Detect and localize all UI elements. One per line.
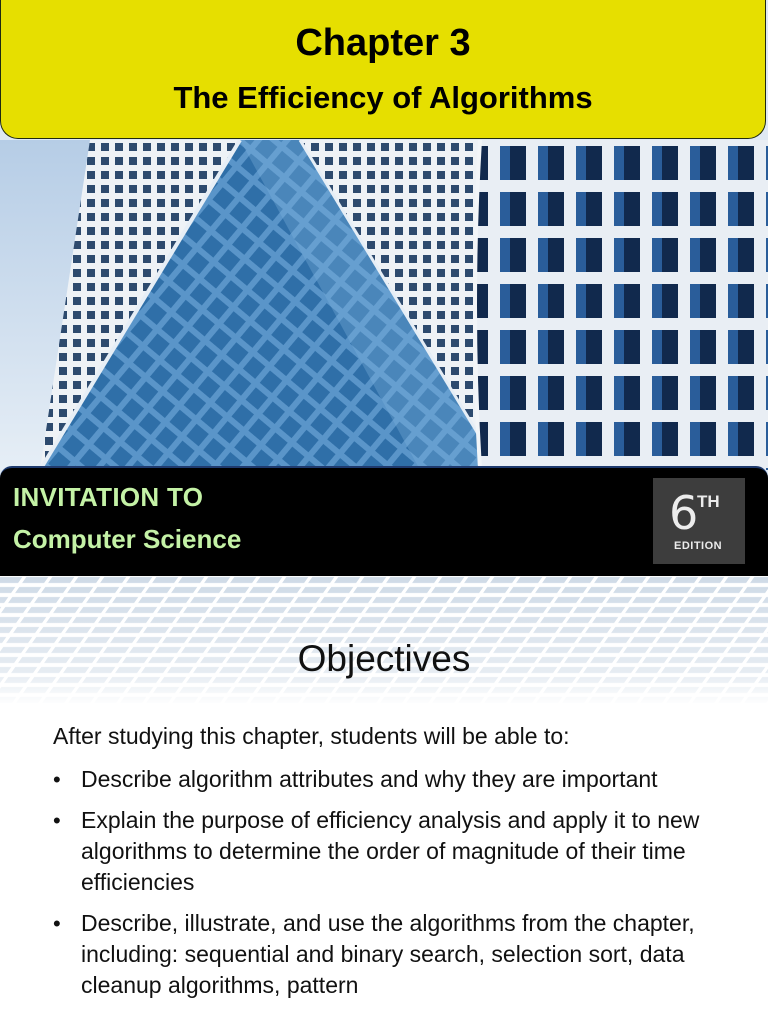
title-box — [0, 0, 766, 139]
edition-label: EDITION — [674, 540, 723, 552]
objectives-slide — [0, 576, 768, 1024]
objectives-list — [53, 764, 733, 1011]
book-title-line1: INVITATION TO — [13, 482, 204, 512]
chapter-number: Chapter 3 — [295, 22, 471, 64]
objective-text: Describe, illustrate, and use the algorithms from the chapter, including: sequential and binary search, selection sort, data cleanup algorithms, pattern — [81, 910, 695, 998]
objectives-title: Objectives — [297, 638, 471, 679]
objective-text: Explain the purpose of efficiency analysis and apply it to new algorithms to determine the order of magnitude of their time efficiencies — [81, 807, 700, 895]
objective-item — [53, 805, 733, 898]
edition-badge — [653, 478, 745, 564]
edition-suffix: TH — [697, 492, 720, 511]
chapter-title: The Efficiency of Algorithms — [173, 80, 593, 115]
bullet-glyph: • — [53, 767, 61, 792]
objective-text: Describe algorithm attributes and why they are important — [81, 766, 658, 792]
bullet-glyph: • — [53, 808, 61, 833]
bullet-glyph: • — [53, 911, 61, 936]
objective-item — [53, 764, 733, 795]
objectives-intro: After studying this chapter, students will be able to: — [53, 723, 570, 749]
edition-number: 6 — [669, 486, 699, 540]
building-photo — [0, 140, 768, 470]
book-title-line2: Computer Science — [13, 524, 242, 554]
objective-item — [53, 908, 733, 1001]
book-banner — [0, 466, 768, 576]
